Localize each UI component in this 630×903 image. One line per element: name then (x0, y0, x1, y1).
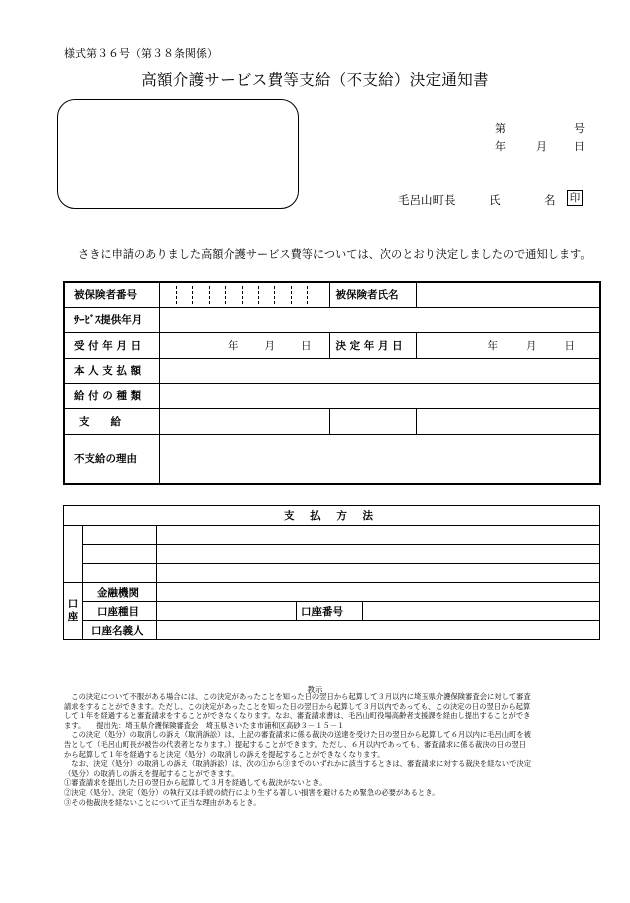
issuer-title: 毛呂山町長 (398, 193, 456, 207)
notice-line: この決定（処分）の取消しの訴え（取消訴訟）は、上記の審査請求に係る裁決の送達を受けた日の翌日から起算して６月以内に毛呂山町を被 (64, 730, 531, 740)
notice-line: ③その他裁決を経ないことについて正当な理由があるとき。 (64, 797, 261, 807)
self-payment-field[interactable] (159, 358, 600, 383)
payment-label: 支 給 (64, 408, 159, 434)
notice-line: ②決定（処分）、決定（処分）の執行又は手続の続行により生ずる著しい損害を避けるため緊急の必要があるとき。 (64, 787, 440, 797)
insured-name-label: 被保険者氏名 (329, 282, 416, 307)
account-type-label: 口座種目 (83, 602, 157, 621)
issue-date-year: 年 (495, 140, 506, 153)
insured-name-field[interactable] (416, 282, 600, 307)
doc-number-prefix: 第 (495, 122, 506, 135)
received-month: 月 (264, 339, 275, 352)
decision-date-label: 決 定 年 月 日 (329, 332, 416, 358)
account-number-label: 口座番号 (297, 602, 363, 621)
address-window-box (57, 99, 299, 209)
notice-line: 請求をすることができます。ただし、この決定があったことを知った日の翌日から起算して３月以内であっても、この決定の日の翌日から起算 (64, 701, 531, 711)
payment-field-2[interactable] (329, 408, 416, 434)
intro-text: さきに申請のありました高額介護サービス費等については、次のとおり決定しましたので通知します。 (78, 248, 592, 261)
received-date-label: 受 付 年 月 日 (64, 332, 159, 358)
notice-line: （処分）の取消しの訴えを提起することができます。 (64, 768, 239, 778)
notice-line: ①審査請求を提出した日の翌日から起算して３月を経過しても裁決がないとき。 (64, 778, 327, 788)
decision-date-field[interactable] (416, 332, 600, 358)
notice-title: 教示 (307, 685, 323, 694)
insured-number-field[interactable] (159, 282, 329, 307)
received-year: 年 (228, 339, 239, 352)
non-payment-reason-label: 不支給の理由 (64, 434, 159, 484)
issue-date-day: 日 (574, 140, 585, 153)
payment-method-title: 支 払 方 法 (64, 506, 600, 526)
received-date-field[interactable] (159, 332, 329, 358)
payment-field-3[interactable] (416, 408, 600, 434)
bank-label: 金融機関 (83, 583, 157, 602)
payment-field-1[interactable] (159, 408, 329, 434)
notice-line: から起算して１年を経過すると決定（処分）の取消しの訴えを提起することができなくなります。 (64, 749, 385, 759)
notice-line: 告として（毛呂山町長が被告の代表者となります。）提起することができます。ただし、６月以内であっても、審査請求に係る裁決の日の翌日 (64, 739, 527, 749)
payment-option-label-2 (83, 545, 157, 564)
payment-method-side (64, 526, 83, 583)
account-holder-label: 口座名義人 (83, 621, 157, 640)
notice-line: この決定について不服がある場合には、この決定があったことを知った日の翌日から起算して３月以内に埼玉県介護保険審査会に対して審査 (64, 692, 531, 701)
account-number-field[interactable] (363, 602, 600, 621)
account-type-field[interactable] (157, 602, 297, 621)
issuer-name-label-2: 名 (544, 193, 556, 207)
account-holder-field[interactable] (157, 621, 600, 640)
decision-year: 年 (487, 339, 498, 352)
insured-number-label: 被保険者番号 (64, 282, 159, 307)
notice-body (64, 692, 604, 807)
seal-mark: 印 (567, 190, 583, 206)
payment-method-table (63, 505, 600, 640)
document-title: 高額介護サービス費等支給（不支給）決定通知書 (141, 71, 489, 89)
benefit-type-label: 給 付 の 種 類 (64, 383, 159, 408)
service-month-label: ｻｰﾋﾞｽ提供年月 (64, 307, 159, 332)
payment-option-field-1[interactable] (157, 526, 600, 545)
decision-month: 月 (526, 339, 537, 352)
notice-line: ます。 提出先：埼玉県介護保険審査会 埼玉県さいたま市浦和区高砂３－１５－１ (64, 720, 345, 730)
doc-number-suffix: 号 (574, 122, 585, 135)
payment-option-label-3 (83, 564, 157, 583)
payment-option-label-1 (83, 526, 157, 545)
service-month-field[interactable] (159, 307, 600, 332)
payment-option-field-2[interactable] (157, 545, 600, 564)
received-day: 日 (301, 339, 312, 352)
form-number: 様式第３６号（第３８条関係） (64, 47, 218, 60)
benefit-type-field[interactable] (159, 383, 600, 408)
notice-line: して１年を経過すると審査請求をすることができなくなります。なお、審査請求書は、毛呂山町役場高齢者支援課を経由し提出することができ (64, 711, 531, 721)
decision-table (63, 281, 601, 485)
notice-line: なお、決定（処分）の取消しの訴え（取消訴訟）は、次の①から③までのいずれかに該当するときは、審査請求に対する裁決を経ないで決定 (64, 759, 531, 769)
decision-day: 日 (564, 339, 575, 352)
account-side-label (64, 583, 83, 640)
issuer-name-label-1: 氏 (489, 193, 501, 207)
self-payment-label: 本 人 支 払 額 (64, 358, 159, 383)
account-side-char-1: 口 (67, 598, 79, 610)
bank-field[interactable] (157, 583, 600, 602)
account-side-char-2: 座 (67, 611, 79, 623)
issue-date-month: 月 (536, 140, 547, 153)
payment-option-field-3[interactable] (157, 564, 600, 583)
non-payment-reason-field[interactable] (159, 434, 600, 484)
